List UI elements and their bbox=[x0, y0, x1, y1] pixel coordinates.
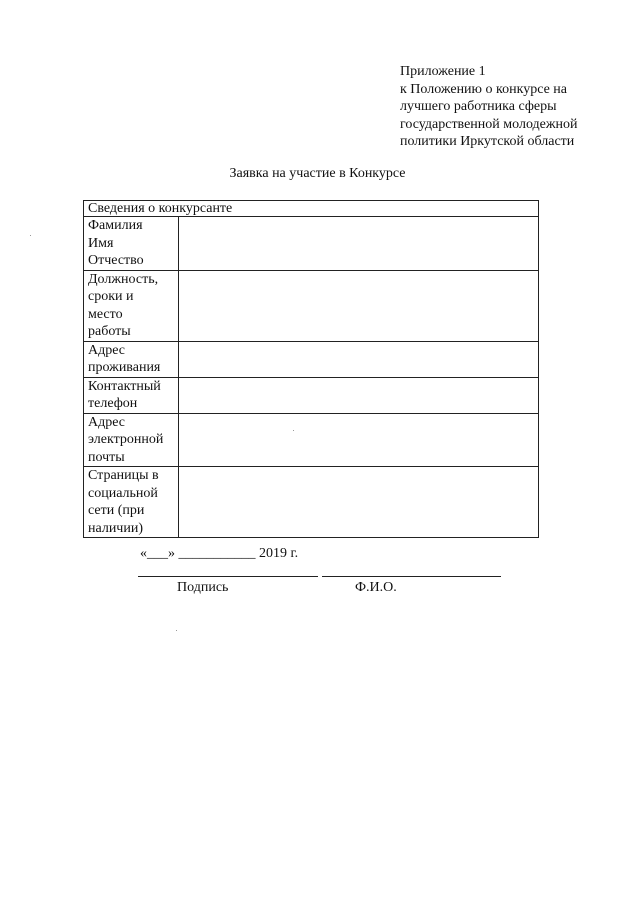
signature-label: Подпись bbox=[177, 580, 229, 595]
row-value-full-name[interactable] bbox=[179, 217, 539, 271]
appendix-note-line: государственной молодежной bbox=[400, 116, 578, 132]
full-name-line[interactable] bbox=[322, 576, 501, 577]
row-label-social bbox=[84, 467, 179, 538]
table-row bbox=[84, 217, 539, 271]
appendix-note-line: к Положению о конкурсе на bbox=[400, 81, 568, 97]
row-label-line: Должность, bbox=[88, 271, 159, 287]
row-label-line: телефон bbox=[88, 396, 138, 411]
scan-speck bbox=[293, 430, 294, 431]
table-row bbox=[84, 467, 539, 538]
form-title: Заявка на участие в Конкурсе bbox=[229, 166, 406, 181]
scan-speck bbox=[30, 235, 31, 236]
table-header-row bbox=[84, 201, 539, 217]
row-value-address[interactable] bbox=[179, 341, 539, 377]
row-label-line: Имя bbox=[88, 235, 114, 251]
row-label-line: проживания bbox=[88, 360, 161, 375]
row-value-phone[interactable] bbox=[179, 377, 539, 413]
row-label-line: социальной bbox=[88, 485, 158, 501]
table-row bbox=[84, 377, 539, 413]
row-label-line: сроки и bbox=[88, 289, 134, 304]
row-label-line: место bbox=[88, 306, 123, 322]
row-label-line: сети (при bbox=[88, 503, 145, 518]
date-line: «___» ___________ 2019 г. bbox=[140, 546, 299, 561]
row-label-line: Фамилия bbox=[88, 218, 143, 233]
row-label-line: наличии) bbox=[88, 520, 143, 536]
appendix-note-line: политики Иркутской области bbox=[400, 134, 575, 149]
row-label-phone bbox=[84, 377, 179, 413]
row-label-email bbox=[84, 413, 179, 467]
table-row bbox=[84, 270, 539, 341]
row-value-email[interactable] bbox=[179, 413, 539, 467]
row-label-full-name bbox=[84, 217, 179, 271]
signature-line[interactable] bbox=[138, 576, 318, 577]
scan-speck bbox=[176, 630, 177, 631]
row-label-line: работы bbox=[88, 324, 131, 339]
row-label-line: Адрес bbox=[88, 414, 126, 430]
row-label-position bbox=[84, 270, 179, 341]
full-name-label: Ф.И.О. bbox=[355, 580, 397, 595]
row-value-position[interactable] bbox=[179, 270, 539, 341]
appendix-note bbox=[400, 63, 615, 151]
applicant-info-table bbox=[83, 200, 539, 538]
row-label-line: Адрес bbox=[88, 342, 126, 358]
row-label-address bbox=[84, 341, 179, 377]
appendix-note-line: лучшего работника сферы bbox=[400, 99, 557, 114]
row-label-line: Контактный bbox=[88, 378, 161, 394]
row-label-line: почты bbox=[88, 449, 125, 465]
table-row bbox=[84, 413, 539, 467]
form-title-wrap bbox=[0, 166, 639, 182]
row-value-social[interactable] bbox=[179, 467, 539, 538]
row-label-line: электронной bbox=[88, 432, 164, 447]
row-label-line: Страницы в bbox=[88, 468, 159, 483]
row-label-line: Отчество bbox=[88, 253, 144, 268]
table-header: Сведения о конкурсанте bbox=[84, 201, 539, 217]
appendix-note-line: Приложение 1 bbox=[400, 64, 486, 79]
table-row bbox=[84, 341, 539, 377]
